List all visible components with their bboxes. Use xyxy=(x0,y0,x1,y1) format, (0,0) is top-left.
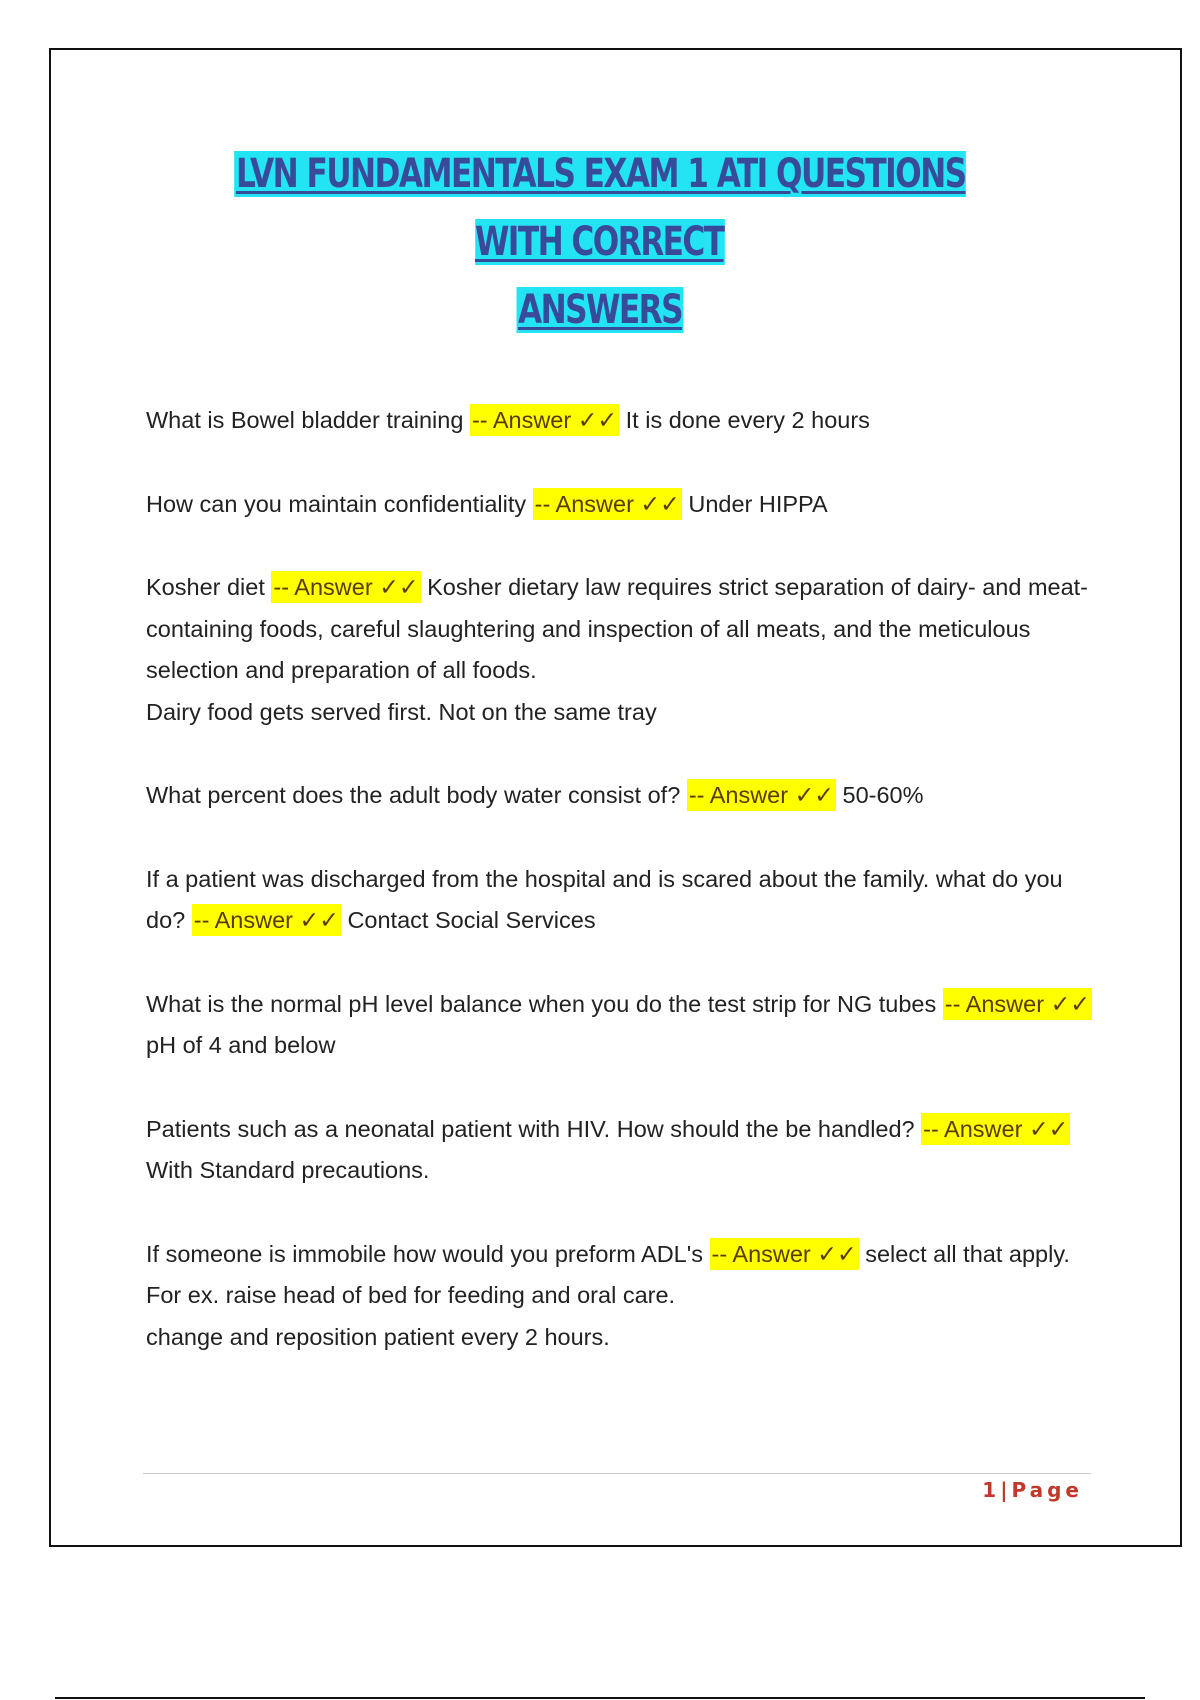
question-text: If a patient was discharged from the hospital and is scared about the family. what do you do? xyxy=(146,865,1063,933)
answer-extra-line: change and reposition patient every 2 hours. xyxy=(146,1323,610,1350)
qa-text xyxy=(146,1234,1096,1276)
qa-list xyxy=(146,400,1096,1400)
answer-text: pH of 4 and below xyxy=(146,1032,336,1058)
question-text: What is Bowel bladder training xyxy=(146,407,464,433)
qa-text xyxy=(146,400,1096,442)
qa-text xyxy=(146,984,1096,1067)
qa-item xyxy=(146,984,1096,1067)
answer-marker: -- Answer ✓✓ xyxy=(943,988,1092,1020)
document-title xyxy=(210,140,990,344)
answer-marker: -- Answer ✓✓ xyxy=(921,1113,1070,1145)
question-text: Kosher diet xyxy=(146,574,265,600)
question-text: What percent does the adult body water consist of? xyxy=(146,782,681,808)
answer-marker: -- Answer ✓✓ xyxy=(533,488,682,520)
answer-text: With Standard precautions. xyxy=(146,1157,430,1183)
qa-item xyxy=(146,1109,1096,1192)
answer-text: select all that apply. xyxy=(865,1240,1070,1267)
answer-text: It is done every 2 hours xyxy=(625,407,870,433)
qa-item xyxy=(146,775,1096,817)
question-text: Patients such as a neonatal patient with HIV. How should the be handled? xyxy=(146,1115,915,1142)
answer-text: Contact Social Services xyxy=(347,907,596,933)
bottom-rule xyxy=(55,1697,1145,1699)
answer-text: Under HIPPA xyxy=(688,490,828,517)
answer-text: Kosher dietary law requires strict separation of dairy- and meat-containing foods, careful slaughtering and inspection of all meats, and the meticulous selection and preparation of all foods. xyxy=(146,574,1089,683)
qa-text xyxy=(146,1109,1096,1192)
page-number: 1|Page xyxy=(982,1478,1083,1502)
answer-text: 50-60% xyxy=(842,782,924,808)
question-text: If someone is immobile how would you preform ADL's xyxy=(146,1240,703,1267)
answer-marker: -- Answer ✓✓ xyxy=(192,904,341,936)
answer-marker: -- Answer ✓✓ xyxy=(710,1238,859,1270)
qa-text xyxy=(146,859,1096,942)
answer-marker: -- Answer ✓✓ xyxy=(271,571,420,603)
title-line-1: LVN FUNDAMENTALS EXAM 1 ATI QUESTIONS WITH CORRECT xyxy=(235,151,966,265)
qa-item xyxy=(146,567,1096,733)
qa-text xyxy=(146,484,1096,526)
question-text: How can you maintain confidentiality xyxy=(146,490,527,517)
footer-divider xyxy=(143,1473,1091,1474)
answer-marker: -- Answer ✓✓ xyxy=(687,779,836,811)
answer-marker: -- Answer ✓✓ xyxy=(470,404,619,436)
qa-item xyxy=(146,484,1096,526)
qa-text xyxy=(146,775,1096,817)
qa-text xyxy=(146,567,1096,692)
qa-item xyxy=(146,859,1096,942)
qa-item xyxy=(146,400,1096,442)
title-line-2: ANSWERS xyxy=(517,287,683,333)
question-text: What is the normal pH level balance when you do the test strip for NG tubes xyxy=(146,990,937,1017)
qa-item xyxy=(146,1234,1096,1359)
answer-extra-line: Dairy food gets served first. Not on the same tray xyxy=(146,698,657,725)
answer-extra-line: For ex. raise head of bed for feeding and oral care. xyxy=(146,1282,676,1308)
